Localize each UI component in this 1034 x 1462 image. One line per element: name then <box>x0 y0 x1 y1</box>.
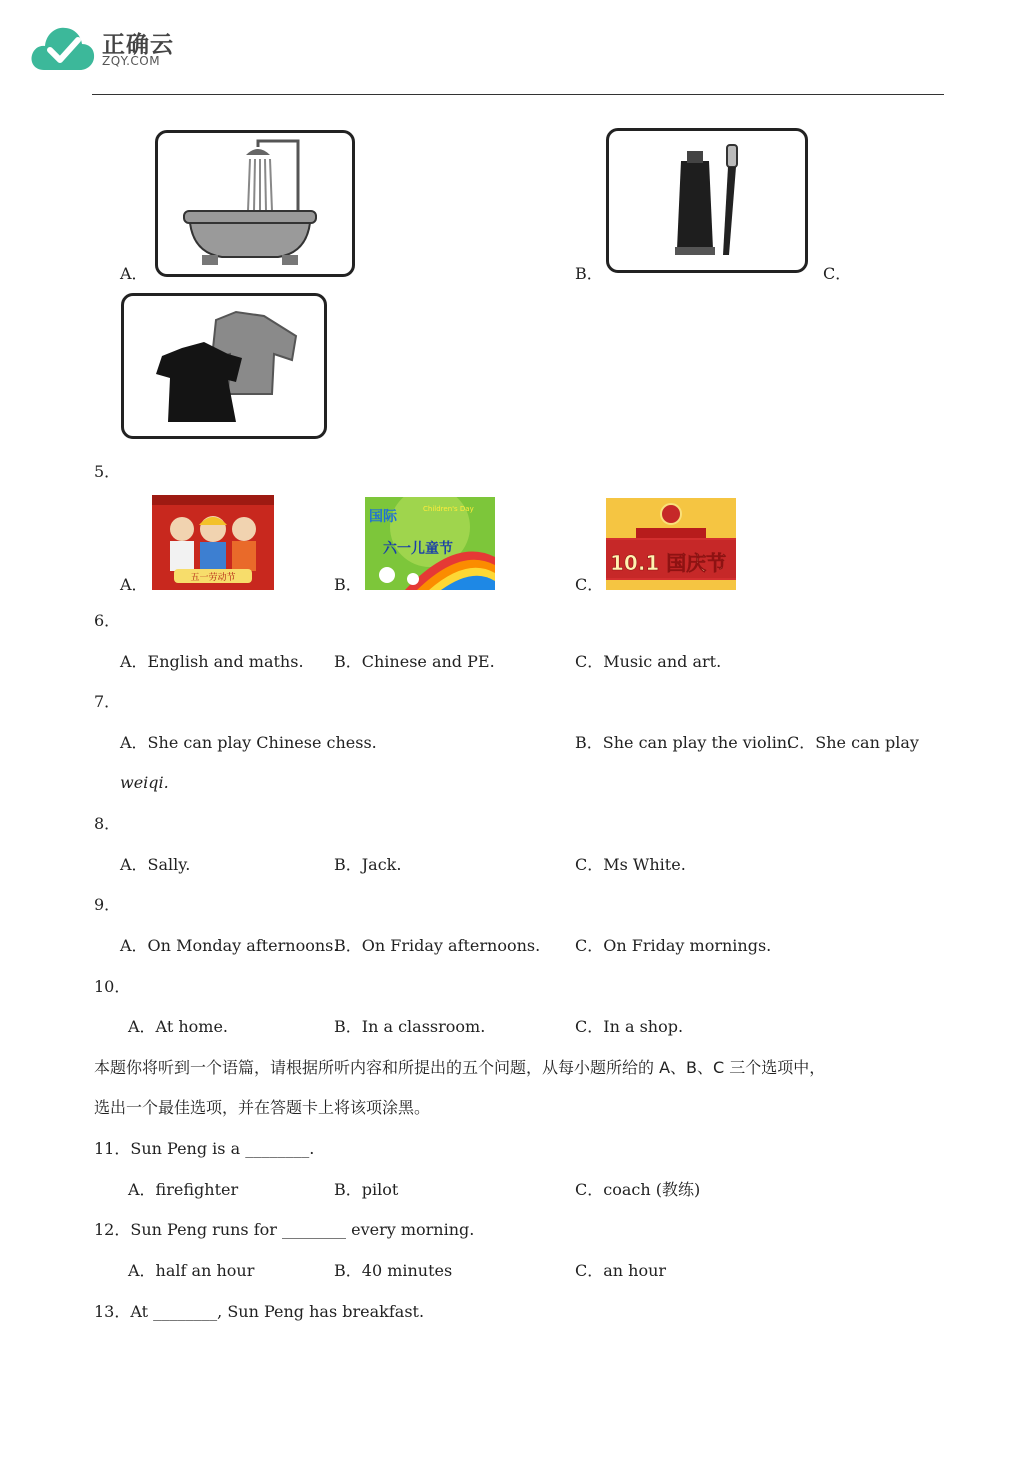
instruction-line-1: 本题你将听到一个语篇，请根据所听内容和所提出的五个问题，从每小题所给的 A、B、C 三个选项中， <box>94 1058 826 1077</box>
q4-option-a-label: A． <box>120 264 148 283</box>
toothpaste-icon <box>609 131 805 270</box>
q11-option-c: C．coach (教练) <box>575 1180 701 1199</box>
q10-option-b: B．In a classroom. <box>334 1017 486 1036</box>
q11-stem: 11．Sun Peng is a ________. <box>94 1139 315 1158</box>
q10-option-c: C．In a shop. <box>575 1017 684 1036</box>
q10-option-a: A．At home. <box>128 1017 229 1036</box>
logo-text-cn: 正确云 <box>102 32 174 58</box>
q8-option-c: C．Ms White. <box>575 855 686 874</box>
q12-option-c: C．an hour <box>575 1261 667 1280</box>
national-day-text: 10.1 国庆节 <box>610 551 727 575</box>
q7-option-a: A．She can play Chinese chess. <box>120 733 377 752</box>
q7-number: 7． <box>94 692 121 711</box>
childrens-day-text-1: 国际 <box>369 509 397 525</box>
cloud-check-icon <box>30 22 96 72</box>
childrens-day-text-2: 六一儿童节 <box>383 541 453 557</box>
instruction-line-2: 选出一个最佳选项，并在答题卡上将该项涂黑。 <box>94 1098 431 1117</box>
toothpaste-image <box>606 128 808 273</box>
q12-option-a: A．half an hour <box>128 1261 255 1280</box>
childrens-day-image <box>365 497 495 590</box>
q6-option-b: B．Chinese and PE. <box>334 652 495 671</box>
q8-option-b: B．Jack. <box>334 855 402 874</box>
q12-option-b: B．40 minutes <box>334 1261 453 1280</box>
q5-number: 5． <box>94 462 121 481</box>
q11-option-a: A．firefighter <box>128 1180 239 1199</box>
q9-number: 9． <box>94 895 121 914</box>
childrens-day-text-3: Children's Day <box>423 505 474 513</box>
q6-option-c: C．Music and art. <box>575 652 722 671</box>
q7-option-c-continued: weiqi. <box>120 773 169 792</box>
q8-option-a: A．Sally. <box>120 855 191 874</box>
q4-option-b-label: B． <box>575 264 603 283</box>
q5-option-b-label: B． <box>334 575 362 594</box>
q7-option-b: B．She can play the violin. <box>575 733 793 752</box>
bathtub-icon <box>158 133 352 274</box>
q9-option-b: B．On Friday afternoons. <box>334 936 541 955</box>
q10-number: 10． <box>94 977 131 996</box>
q7-option-c: C．She can play <box>787 733 919 752</box>
logo-text-en: ZQY.COM <box>102 54 161 68</box>
q13-stem: 13．At ________, Sun Peng has breakfast. <box>94 1302 425 1321</box>
labour-day-image <box>152 495 274 590</box>
bathtub-image <box>155 130 355 277</box>
q12-stem: 12．Sun Peng runs for ________ every morning. <box>94 1220 475 1239</box>
q8-number: 8． <box>94 814 121 833</box>
q5-option-c-label: C． <box>575 575 604 594</box>
q11-option-b: B．pilot <box>334 1180 399 1199</box>
national-day-image <box>606 498 736 590</box>
q9-option-a: A．On Monday afternoons. <box>120 936 339 955</box>
logo <box>30 22 180 74</box>
q9-option-c: C．On Friday mornings. <box>575 936 772 955</box>
header-divider <box>92 94 944 95</box>
clothes-image <box>121 293 327 439</box>
q5-option-a-label: A． <box>120 575 148 594</box>
clothes-icon <box>124 296 324 436</box>
q6-option-a: A．English and maths. <box>120 652 304 671</box>
labour-day-text: 五一劳动节 <box>190 573 236 583</box>
q4-option-c-label: C． <box>823 264 852 283</box>
q6-number: 6． <box>94 611 121 630</box>
